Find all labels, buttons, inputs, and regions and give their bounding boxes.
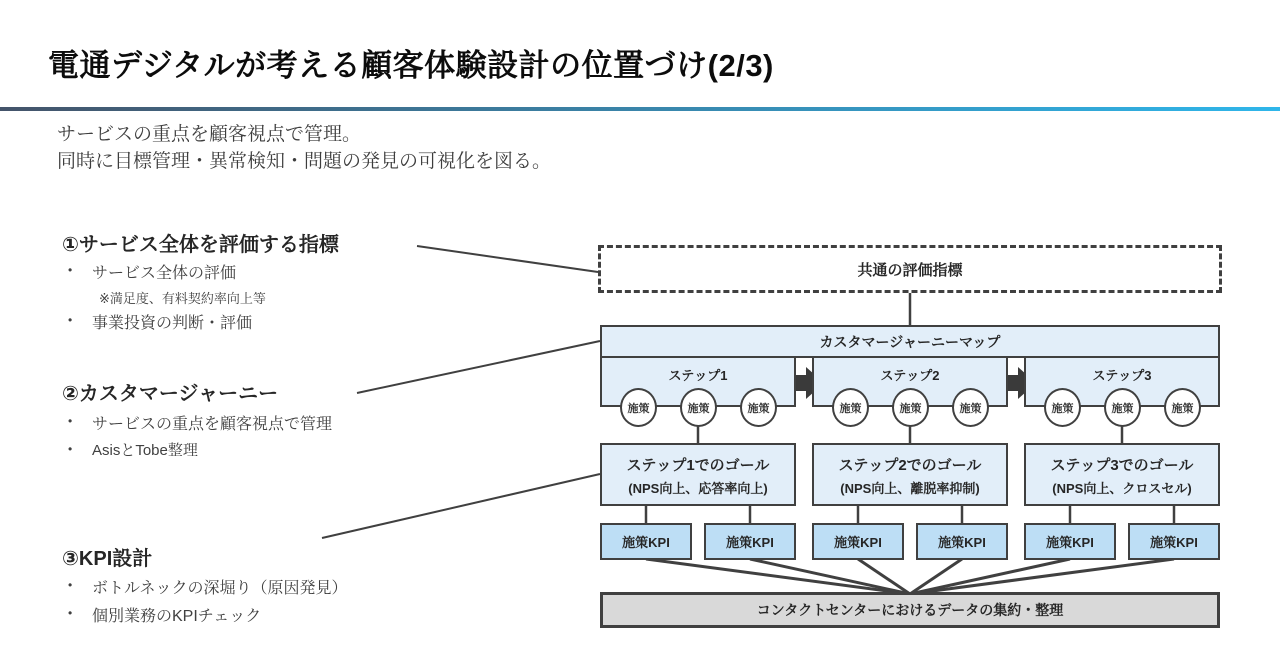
step1-box: ステップ1 xyxy=(600,356,796,407)
goal2-subtitle: (NPS向上、離脱率抑制) xyxy=(840,481,980,496)
section3-heading: ③KPI設計 xyxy=(62,548,153,570)
kpi-box: 施策KPI xyxy=(704,523,796,560)
goal3-box xyxy=(1024,443,1220,506)
kpi-box: 施策KPI xyxy=(1128,523,1220,560)
title-accent-rule xyxy=(0,107,1280,111)
bullet-text: AsisとTobe整理 xyxy=(92,442,198,459)
data-aggregation-box: コンタクトセンターにおけるデータの集約・整理 xyxy=(600,592,1220,628)
measure-circle: 施策 xyxy=(952,388,989,427)
bullet-text: ボトルネックの深堀り（原因発見） xyxy=(92,580,348,597)
section1-heading: ①サービス全体を評価する指標 xyxy=(62,234,339,256)
goal2-title: ステップ2でのゴール xyxy=(838,457,982,474)
bullet-icon: • xyxy=(68,442,73,456)
bullet-text: サービスの重点を顧客視点で管理 xyxy=(92,416,333,433)
section1-bullet2 xyxy=(68,310,548,333)
bullet-icon: • xyxy=(68,578,73,592)
journey-map-header: カスタマージャーニーマップ xyxy=(600,325,1220,358)
kpi-box: 施策KPI xyxy=(1024,523,1116,560)
common-metric-box: 共通の評価指標 xyxy=(598,245,1222,293)
page-title: 電通デジタルが考える顧客体験設計の位置づけ(2/3) xyxy=(48,48,774,83)
goal3-subtitle: (NPS向上、クロスセル) xyxy=(1052,481,1192,496)
goal1-box xyxy=(600,443,796,506)
measure-circle: 施策 xyxy=(892,388,929,427)
bullet-text: サービス全体の評価 xyxy=(92,265,237,282)
section3-bullet2 xyxy=(68,603,548,626)
measure-circle: 施策 xyxy=(1104,388,1141,427)
measure-circle: 施策 xyxy=(740,388,777,427)
goal2-box xyxy=(812,443,1008,506)
step3-box: ステップ3 xyxy=(1024,356,1220,407)
kpi-box: 施策KPI xyxy=(600,523,692,560)
kpi-box: 施策KPI xyxy=(916,523,1008,560)
bullet-text: 個別業務のKPIチェック xyxy=(92,608,262,625)
measure-circle: 施策 xyxy=(832,388,869,427)
measure-circle: 施策 xyxy=(620,388,657,427)
measure-circle: 施策 xyxy=(680,388,717,427)
section2-heading: ②カスタマージャーニー xyxy=(62,383,279,405)
kpi-box: 施策KPI xyxy=(812,523,904,560)
slide-subtitle xyxy=(57,121,777,175)
section3-bullet1 xyxy=(68,575,548,598)
section1-bullet1 xyxy=(68,260,548,283)
bullet-icon: • xyxy=(68,606,73,620)
goal3-title: ステップ3でのゴール xyxy=(1050,457,1194,474)
bullet-text: 事業投資の判断・評価 xyxy=(92,315,253,332)
section1-bullet1-note: ※満足度、有料契約率向上等 xyxy=(99,291,266,306)
bullet-icon: • xyxy=(68,414,73,428)
subtitle-line-1: サービスの重点を顧客視点で管理。 xyxy=(57,124,362,145)
bullet-icon: • xyxy=(68,263,73,277)
measure-circle: 施策 xyxy=(1044,388,1081,427)
subtitle-line-2: 同時に目標管理・異常検知・問題の発見の可視化を図る。 xyxy=(57,151,552,172)
section2-bullet2 xyxy=(68,439,548,460)
bullet-icon: • xyxy=(68,313,73,327)
goal1-title: ステップ1でのゴール xyxy=(626,457,770,474)
section2-bullet1 xyxy=(68,411,548,434)
measure-circle: 施策 xyxy=(1164,388,1201,427)
step2-box: ステップ2 xyxy=(812,356,1008,407)
goal1-subtitle: (NPS向上、応答率向上) xyxy=(628,481,768,496)
